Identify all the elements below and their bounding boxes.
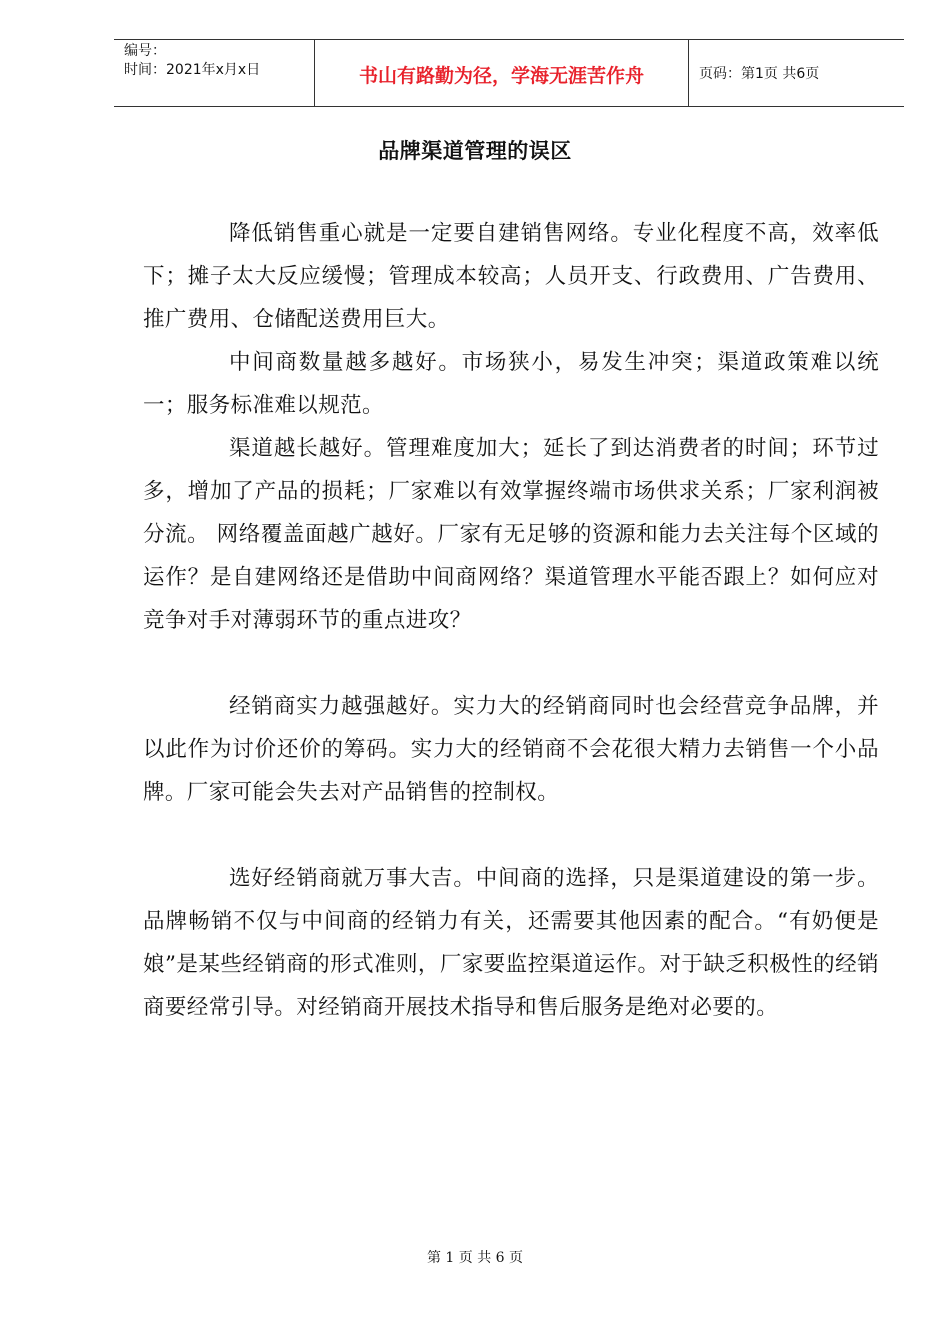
paragraph: 经销商实力越强越好。实力大的经销商同时也会经营竞争品牌，并以此作为讨价还价的筹码。实力大的经销商不会花很大精力去销售一个小品牌。厂家可能会失去对产品销售的控制权。 bbox=[143, 694, 879, 805]
paragraph: 选好经销商就万事大吉。中间商的选择，只是渠道建设的第一步。品牌畅销不仅与中间商的经销力有关，还需要其他因素的配合。“有奶便是娘”是某些经销商的形式准则，厂家要监控渠道运作。对于缺乏积极性的经销商要经常引导。对经销商开展技术指导和售后服务是绝对必要的。 bbox=[143, 866, 879, 1020]
paragraph: 中间商数量越多越好。市场狭小，易发生冲突；渠道政策难以统一；服务标准难以规范。 bbox=[143, 350, 879, 418]
document-date: 时间：2021年x月x日 bbox=[124, 62, 261, 78]
document-header bbox=[114, 39, 904, 107]
paragraph: 降低销售重心就是一定要自建销售网络。专业化程度不高，效率低下；摊子太大反应缓慢；管理成本较高；人员开支、行政费用、广告费用、推广费用、仓储配送费用巨大。 bbox=[143, 221, 879, 332]
document-number-label: 编号： bbox=[124, 43, 166, 59]
document-title: 品牌渠道管理的误区 bbox=[378, 138, 572, 163]
header-motto: 书山有路勤为径，学海无涯苦作舟 bbox=[315, 40, 689, 106]
header-page-info: 页码：第1页 共6页 bbox=[699, 66, 820, 82]
header-meta bbox=[114, 40, 315, 106]
document-body bbox=[143, 212, 879, 1029]
page-footer: 第 1 页 共 6 页 bbox=[426, 1250, 524, 1266]
paragraph: 渠道越长越好。管理难度加大；延长了到达消费者的时间；环节过多，增加了产品的损耗；厂家难以有效掌握终端市场供求关系；厂家利润被分流。 网络覆盖面越广越好。厂家有无足够的资源和能力去关注每个区域的运作？是自建网络还是借助中间商网络？渠道管理水平能否跟上？如何应对竞争对手对薄弱环节的重点进攻？ bbox=[143, 436, 879, 633]
